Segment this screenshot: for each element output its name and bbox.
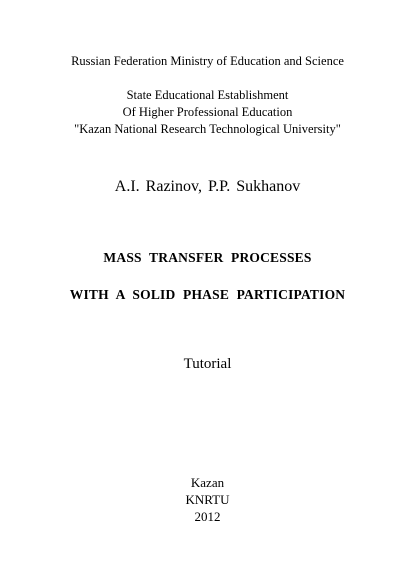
authors: A.I. Razinov, P.P. Sukhanov: [114, 178, 301, 195]
ministry-line: Russian Federation Ministry of Education and Science: [71, 54, 344, 68]
institution-line-1: State Educational Establishment: [126, 88, 289, 102]
imprint-year: 2012: [194, 509, 221, 524]
institution-line-3: "Kazan National Research Technological University": [74, 122, 341, 136]
title-line-2: WITH A SOLID PHASE PARTICIPATION: [69, 287, 346, 302]
imprint-publisher: KNRTU: [185, 492, 230, 507]
document-type: Tutorial: [183, 356, 232, 372]
institution-line-2: Of Higher Professional Education: [122, 105, 293, 119]
imprint-city: Kazan: [190, 475, 225, 490]
title-line-1: MASS TRANSFER PROCESSES: [103, 250, 312, 265]
